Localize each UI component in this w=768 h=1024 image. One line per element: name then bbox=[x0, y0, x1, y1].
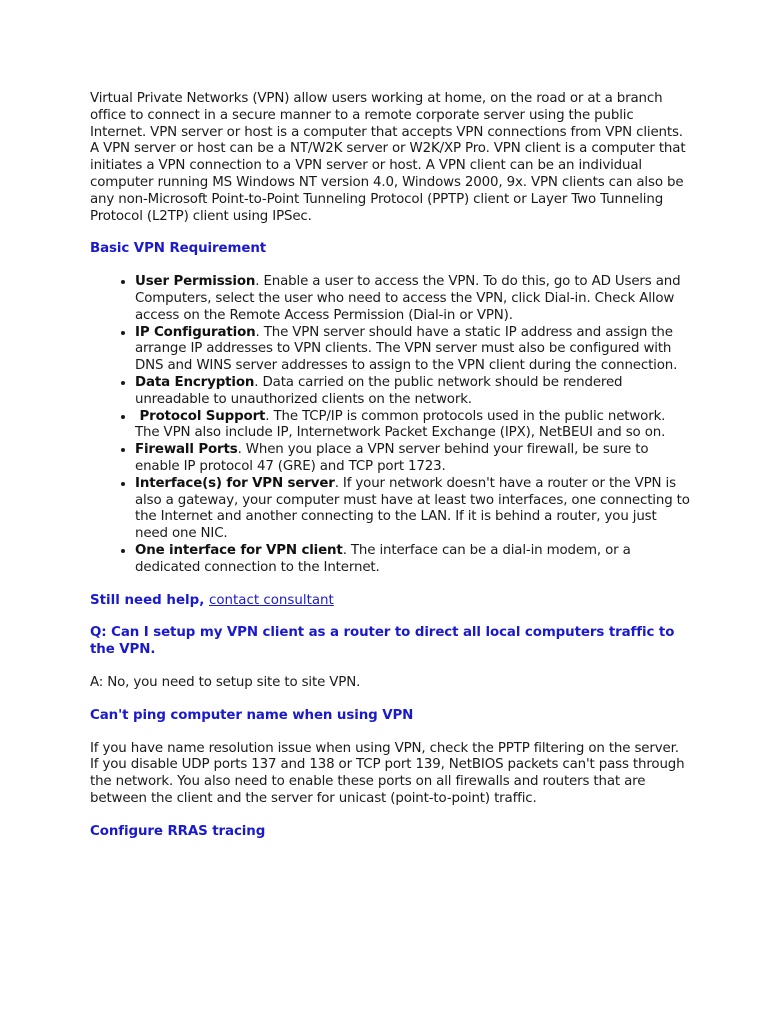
help-label: Still need help, bbox=[90, 592, 205, 608]
requirement-text: . The VPN server should have a static IP address and assign the arrange IP addresses to VPN clients. The VPN server must also be configured with DNS and WINS server addresses to assign to the VPN client during the connection. bbox=[135, 324, 678, 374]
requirement-term: Interface(s) for VPN server bbox=[135, 475, 335, 491]
document-page bbox=[90, 91, 690, 840]
requirement-term: Firewall Ports bbox=[135, 442, 238, 458]
requirement-text: . Data carried on the public network should be rendered unreadable to unauthorized clients on the network. bbox=[135, 374, 623, 407]
help-line bbox=[90, 593, 690, 610]
answer-paragraph: A: No, you need to setup site to site VPN. bbox=[90, 674, 361, 690]
contact-consultant-link[interactable]: contact consultant bbox=[208, 592, 334, 608]
list-item bbox=[135, 274, 690, 324]
list-item bbox=[135, 409, 690, 443]
requirement-term: User Permission bbox=[135, 274, 256, 290]
list-item bbox=[135, 375, 690, 409]
requirement-text: . When you place a VPN server behind your firewall, be sure to enable IP protocol 47 (GRE) and TCP port 1723. bbox=[135, 442, 649, 474]
requirement-text: . Enable a user to access the VPN. To do this, go to AD Users and Computers, select the user who need to access the VPN, click Dial-in. Check Allow access on the Remote Access Permission (Dial-in or VPN). bbox=[135, 274, 681, 323]
list-item bbox=[135, 476, 690, 543]
ping-heading: Can't ping computer name when using VPN bbox=[90, 707, 414, 723]
requirement-term: Protocol Support bbox=[135, 408, 266, 424]
list-item bbox=[135, 543, 690, 577]
basic-vpn-requirement-heading: Basic VPN Requirement bbox=[90, 241, 267, 257]
list-item bbox=[135, 325, 690, 375]
intro-paragraph: Virtual Private Networks (VPN) allow users working at home, on the road or at a branch office to connect in a secure manner to a remote corporate server using the public Internet. VPN server or host is a computer that accepts VPN connections from VPN clients. A VPN server or host can be a NT/W2K server or W2K/XP Pro. VPN client is a computer that initiates a VPN connection to a VPN server or host. A VPN client can be an individual computer running MS Windows NT version 4.0, Windows 2000, 9x. VPN clients can also be any non-Microsoft Point-to-Point Tunneling Protocol (PPTP) client or Layer Two Tunneling Protocol (L2TP) client using IPSec. bbox=[90, 91, 686, 224]
requirement-text: . The interface can be a dial-in modem, or a dedicated connection to the Internet. bbox=[135, 542, 631, 575]
requirement-text: . If your network doesn't have a router or the VPN is also a gateway, your computer must have at least two interfaces, one connecting to the Internet and another connecting to the LAN. If it is behind a router, you just need one NIC. bbox=[135, 475, 690, 542]
requirement-term: IP Configuration bbox=[135, 324, 256, 340]
requirements-list bbox=[90, 274, 690, 576]
rras-tracing-heading: Configure RRAS tracing bbox=[90, 823, 266, 839]
requirement-term: Data Encryption bbox=[135, 374, 255, 390]
requirement-text: . The TCP/IP is common protocols used in the public network. The VPN also include IP, Internetwork Packet Exchange (IPX), NetBEUI and so on. bbox=[135, 408, 666, 441]
question-heading: Q: Can I setup my VPN client as a router to direct all local computers traffic to the VPN. bbox=[90, 625, 675, 658]
list-item bbox=[135, 442, 690, 476]
requirement-term: One interface for VPN client bbox=[135, 542, 343, 558]
ping-paragraph: If you have name resolution issue when using VPN, check the PPTP filtering on the server. If you disable UDP ports 137 and 138 or TCP port 139, NetBIOS packets can't pass through the network. You also need to enable these ports on all firewalls and routers that are between the client and the server for unicast (point-to-point) traffic. bbox=[90, 740, 685, 806]
